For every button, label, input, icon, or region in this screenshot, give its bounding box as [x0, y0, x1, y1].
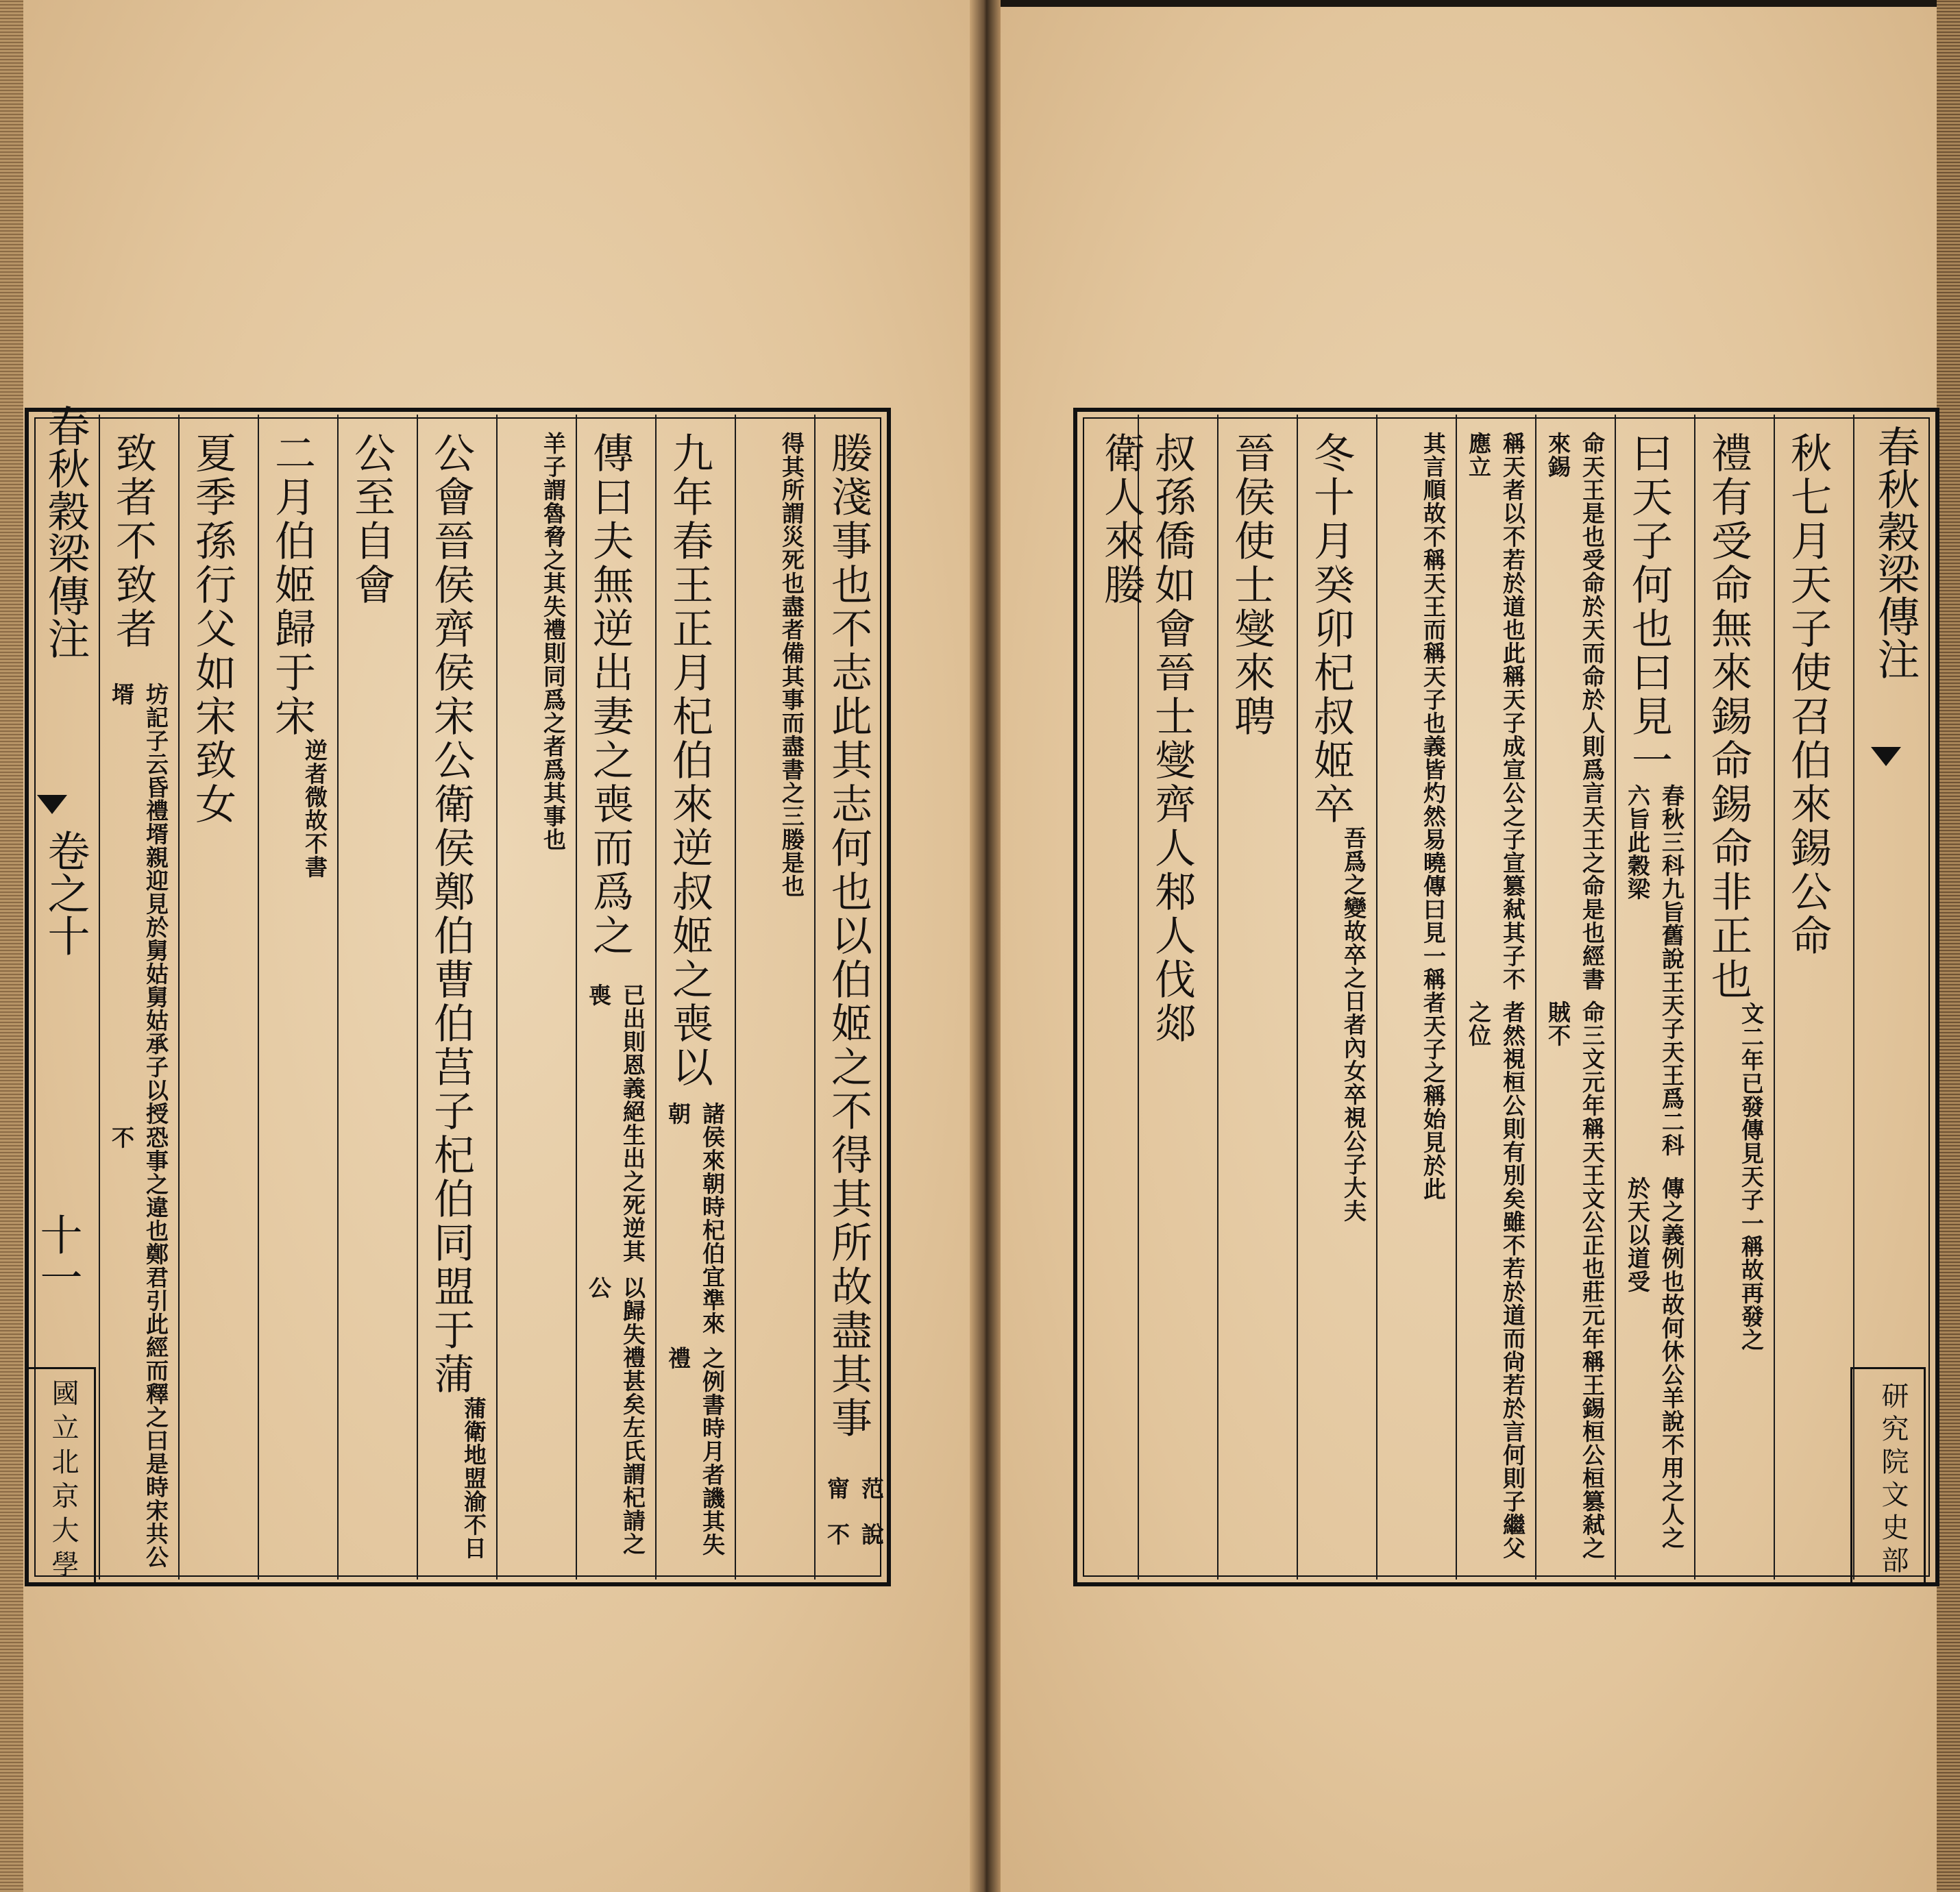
left-col-4: 傳曰夫無逆出妻之喪而爲之 已出則恩義絕生出之死逆其喪 以歸失禮甚矣左氏謂杞請之公 — [585, 432, 646, 1556]
right-margin-book-title: 春秋穀梁傳注 — [1870, 425, 1920, 680]
right-col-4: 命天王是也受命於天而命於人則爲言天王之命是也經書來錫 命三文元年稱天王文公正也莊元年稱王錫桓公桓篡弒之賊不 — [1545, 432, 1606, 1560]
right-col-1: 秋七月天子使召伯來錫公命 — [1784, 432, 1832, 958]
left-margin-book-title: 春秋穀梁傳注 — [40, 404, 90, 659]
right-col-7: 冬十月癸卯杞叔姬卒 吾爲之變故卒之日者 內女卒視公子大夫 — [1307, 432, 1367, 1223]
right-col-8: 晉侯使士燮來聘 — [1227, 432, 1275, 739]
fish-tail-mark — [37, 795, 67, 814]
right-col-9: 叔孫僑如會晉士燮齊人邾人伐郯 — [1148, 432, 1196, 1046]
fish-tail-mark-right — [1871, 747, 1901, 766]
page-edges-right — [1937, 0, 1960, 1892]
right-col-3: 曰天子何也曰見一 春秋三科九旨舊說王天子天王爲二科六旨此穀梁 傳之義例也故何休公羊說不用之人之於天以道受 — [1624, 432, 1685, 1549]
right-seal-label: 研究院文史部 — [1850, 1367, 1926, 1586]
left-col-6: 公會晉侯齊侯宋公衛侯鄭伯曹伯莒子杞伯同盟于蒲 蒲衛地盟 渝不日 — [427, 432, 487, 1560]
left-col-9: 夏季孫行父如宋致女 — [188, 432, 236, 826]
left-col-1: 媵淺事也不志此其志何也以伯姬之不得其所故盡其事 范甯 說不 — [824, 432, 885, 1547]
left-col-8: 二月伯姬歸于宋 逆者微 故不書 — [268, 432, 328, 879]
left-folio-number: 十一 — [33, 1213, 83, 1298]
left-col-10: 致者不致者 坊記子云昏禮壻親迎見於舅姑舅姑承子以授壻 恐事之違也鄭君引此經而釋之曰是時宋共公不 — [108, 432, 169, 1569]
left-margin-volume: 卷之十 — [40, 829, 90, 957]
book-gutter — [970, 0, 1001, 1892]
page-edges-left — [0, 0, 23, 1892]
left-col-2: 得其所謂災死也盡者備 其事而盡書之三媵是也 — [779, 432, 805, 898]
right-col-6: 其言順故不稱天王而稱天子也義皆灼然 易曉傳曰見一稱者天子之稱始見於此 — [1420, 432, 1447, 1201]
left-seal-label: 國立北京大學 — [25, 1367, 96, 1586]
left-col-5: 羊子謂魯脅之其失禮 則同爲之者爲其事也 — [540, 432, 567, 851]
right-col-10: 衛人來媵 — [1097, 432, 1145, 607]
right-col-2: 禮有受命無來錫命錫命非正也 文二年已發傳見天 子一稱故再發之 — [1704, 432, 1765, 1351]
left-col-3: 九年春王正月杞伯來逆叔姬之喪以 諸侯來朝時杞伯宜準來朝 之例書時月者譏其失禮 — [665, 432, 726, 1557]
column-rule — [1853, 415, 1854, 1580]
right-col-5: 稱天者以不若於道也此稱天子成宣公之子宣篡弒其子不應立 者然視桓公則有別矣雖不若於道而尙若於言何則子繼父之位 — [1465, 432, 1526, 1560]
left-col-7: 公至自會 — [347, 432, 395, 607]
